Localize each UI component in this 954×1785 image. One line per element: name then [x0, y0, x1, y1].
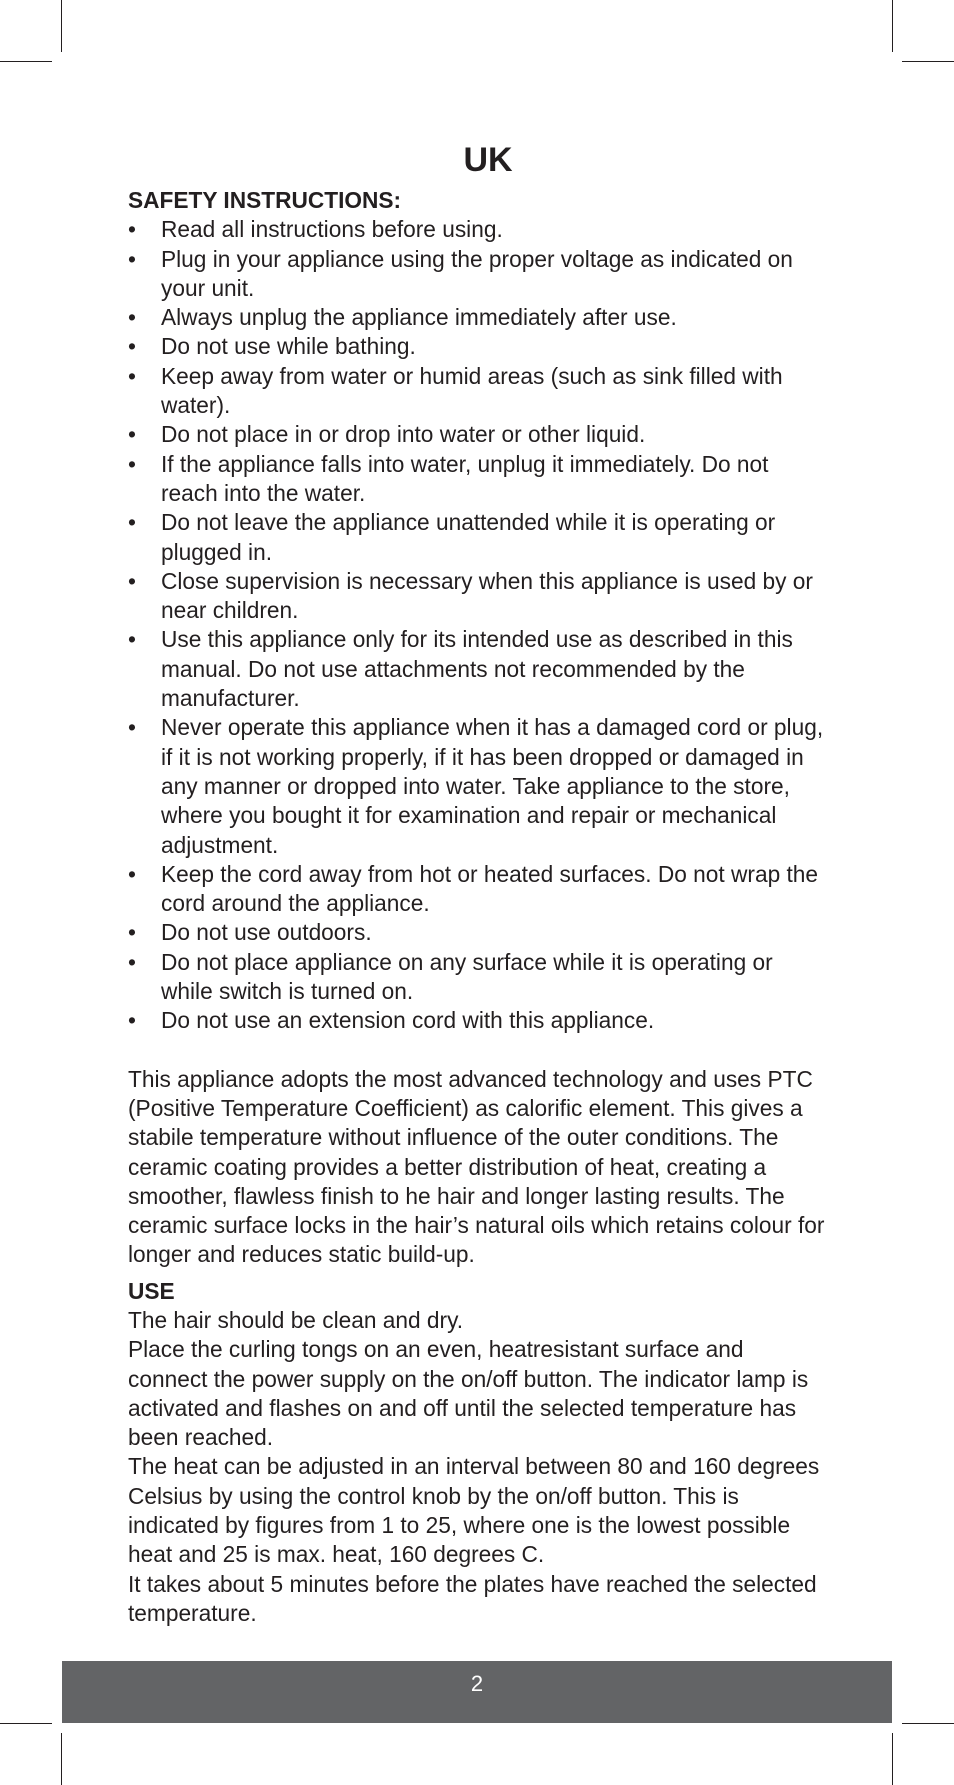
safety-item: • Do not leave the appliance unattended while it is operating or plugged in.	[128, 508, 828, 567]
use-heading: USE	[128, 1277, 175, 1304]
safety-item: • Plug in your appliance using the proper voltage as indicated on your unit.	[128, 245, 828, 304]
safety-item: • Read all instructions before using.	[128, 215, 828, 244]
manual-page-content	[128, 138, 828, 1628]
use-paragraph: Place the curling tongs on an even, heatresistant surface and connect the power supply on the on/off button. The indicator lamp is activated and flashes on and off until the selected temperature has been reached.	[128, 1336, 809, 1451]
crop-mark-top-left-vertical	[61, 0, 62, 52]
use-paragraph: It takes about 5 minutes before the plates have reached the selected temperature.	[128, 1570, 817, 1626]
page-number: 2	[470, 1671, 484, 1696]
safety-item: • Keep away from water or humid areas (such as sink filled with water).	[128, 362, 828, 421]
crop-mark-bottom-left-vertical	[61, 1733, 62, 1785]
use-paragraph: The heat can be adjusted in an interval between 80 and 160 degrees Celsius by using the control knob by the on/off button. This is indicated by figures from 1 to 25, where one is the lowest possible heat and 25 is max. heat, 160 degrees C.	[128, 1453, 820, 1568]
safety-item: • Do not place in or drop into water or other liquid.	[128, 420, 828, 449]
crop-mark-top-left-horizontal	[0, 61, 52, 62]
crop-mark-bottom-right-horizontal	[902, 1723, 954, 1724]
crop-mark-top-right-vertical	[892, 0, 893, 52]
safety-item: • Keep the cord away from hot or heated surfaces. Do not wrap the cord around the appliance.	[128, 860, 828, 919]
safety-item: • If the appliance falls into water, unplug it immediately. Do not reach into the water.	[128, 450, 828, 509]
safety-item: • Never operate this appliance when it has a damaged cord or plug, if it is not working properly, if it has been dropped or damaged in any manner or dropped into water. Take appliance to the store, where you bought it for examination and repair or mechanical adjustment.	[128, 713, 828, 859]
language-code-title: UK	[463, 141, 513, 179]
safety-item: • Close supervision is necessary when this appliance is used by or near children.	[128, 567, 828, 626]
crop-mark-bottom-right-vertical	[892, 1733, 893, 1785]
safety-item: • Do not place appliance on any surface while it is operating or while switch is turned on.	[128, 948, 828, 1007]
page-footer-bar	[62, 1661, 892, 1723]
safety-item: • Do not use an extension cord with this appliance.	[128, 1006, 828, 1035]
safety-instructions-heading: SAFETY INSTRUCTIONS:	[128, 187, 402, 213]
safety-item: • Always unplug the appliance immediately after use.	[128, 303, 828, 332]
use-paragraph: The hair should be clean and dry.	[128, 1306, 464, 1333]
section-spacer	[128, 1036, 828, 1065]
safety-item: • Do not use outdoors.	[128, 918, 828, 947]
safety-instructions-list	[128, 215, 828, 1035]
crop-mark-top-right-horizontal	[902, 61, 954, 62]
intro-paragraph: This appliance adopts the most advanced technology and uses PTC (Positive Temperature Coefficient) as calorific element. This gives a stabile temperature without influence of the outer conditions. The ceramic coating provides a better distribution of heat, creating a smoother, flawless finish to he hair and longer lasting results. The ceramic surface locks in the hair’s natural oils which retains colour for longer and reduces static build-up.	[128, 1065, 825, 1268]
safety-item: • Do not use while bathing.	[128, 332, 828, 361]
safety-item: • Use this appliance only for its intended use as described in this manual. Do not use attachments not recommended by the manufacturer.	[128, 625, 828, 713]
crop-mark-bottom-left-horizontal	[0, 1723, 52, 1724]
